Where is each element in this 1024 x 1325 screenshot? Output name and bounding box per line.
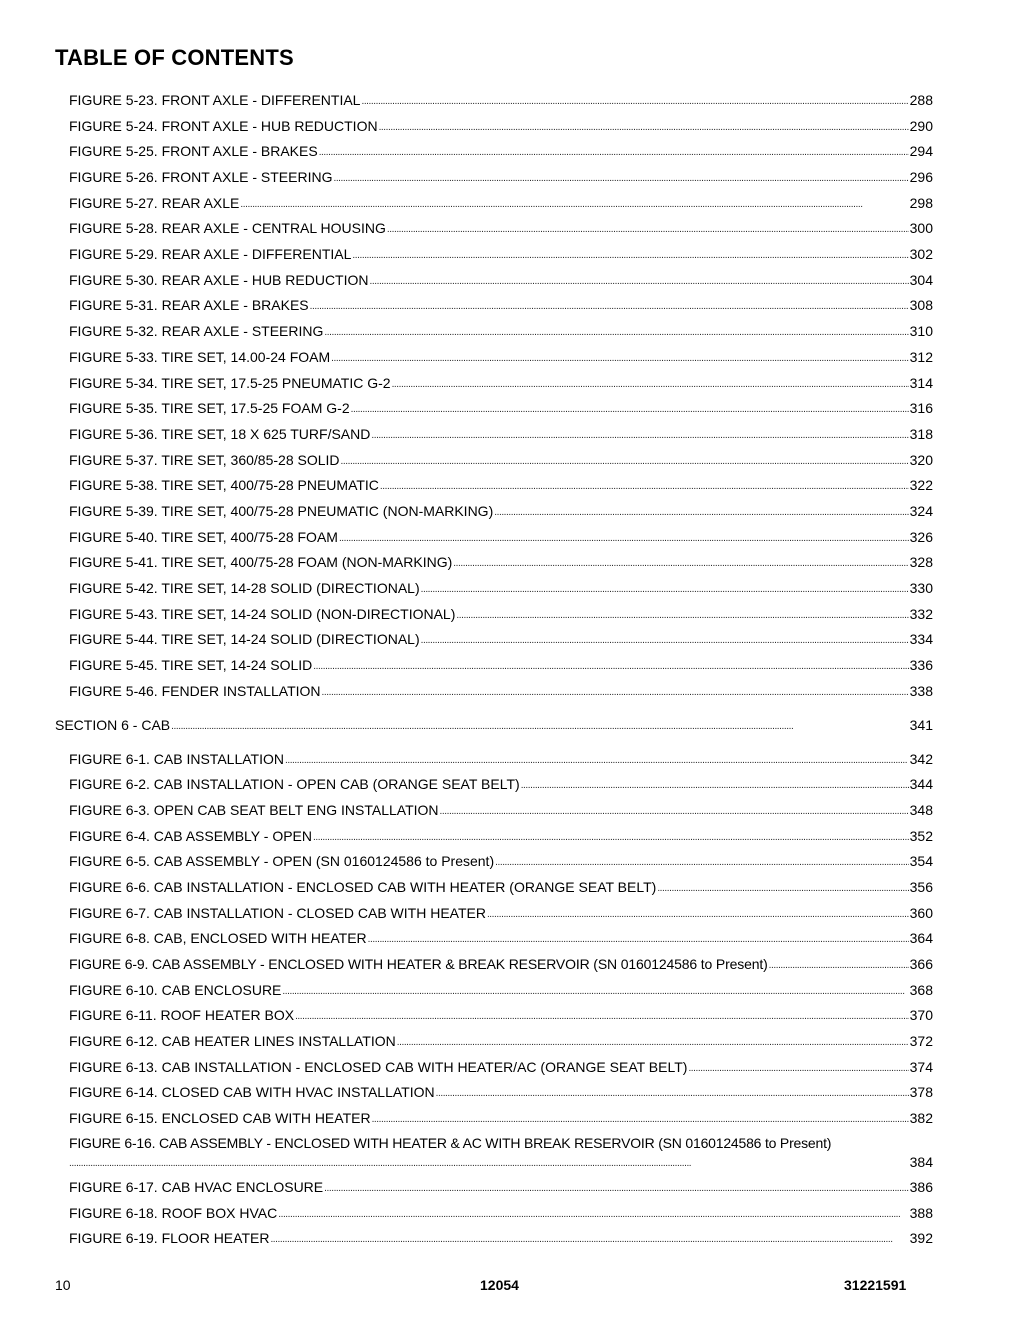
dot-leader (270, 1232, 908, 1248)
toc-entry-label: FIGURE 5-43. TIRE SET, 14-24 SOLID (NON-DIRECTIONAL) (69, 606, 456, 622)
footer-page-number: 10 (55, 1277, 71, 1293)
toc-entry-page: 384 (909, 1154, 933, 1170)
toc-entry[interactable] (69, 527, 933, 547)
toc-entry-label: FIGURE 5-27. REAR AXLE (69, 195, 240, 211)
dot-leader (370, 274, 909, 290)
toc-entry-label: FIGURE 5-24. FRONT AXLE - HUB REDUCTION (69, 118, 378, 134)
dot-leader (69, 1156, 909, 1172)
toc-entry-label: FIGURE 5-28. REAR AXLE - CENTRAL HOUSING (69, 220, 386, 236)
toc-entry-page: 318 (909, 426, 933, 442)
toc-entry-label: FIGURE 6-6. CAB INSTALLATION - ENCLOSED CAB WITH HEATER (ORANGE SEAT BELT) (69, 879, 657, 895)
toc-entry-page: 326 (909, 529, 933, 545)
toc-entry-page: 364 (909, 930, 933, 946)
toc-entry-label: FIGURE 6-2. CAB INSTALLATION - OPEN CAB (ORANGE SEAT BELT) (69, 776, 520, 792)
dot-leader (324, 325, 908, 341)
toc-entry-page: 354 (909, 853, 933, 869)
toc-entry-label: FIGURE 6-15. ENCLOSED CAB WITH HEATER (69, 1110, 371, 1126)
dot-leader (440, 804, 909, 820)
toc-entry[interactable] (69, 629, 933, 649)
toc-entry-label: FIGURE 5-31. REAR AXLE - BRAKES (69, 297, 309, 313)
dot-leader (379, 120, 909, 136)
toc-entry[interactable] (69, 954, 933, 974)
dot-leader (372, 1112, 909, 1128)
toc-entry-page: 370 (909, 1007, 933, 1023)
toc-entry-label: FIGURE 6-9. CAB ASSEMBLY - ENCLOSED WITH HEATER & BREAK RESERVOIR (SN 0160124586 to Present) (69, 956, 768, 972)
toc-entry-page: 320 (909, 452, 933, 468)
dot-leader (339, 531, 909, 547)
toc-entry-page: 342 (909, 751, 933, 767)
toc-entry-page: 330 (909, 580, 933, 596)
toc-entry[interactable] (69, 373, 933, 393)
toc-entry-page: 388 (909, 1205, 933, 1221)
dot-leader (319, 145, 909, 161)
toc-entry[interactable] (69, 1031, 933, 1051)
dot-leader (421, 633, 909, 649)
toc-entry[interactable] (69, 475, 933, 495)
toc-entry[interactable] (69, 1228, 933, 1248)
toc-entry[interactable] (69, 347, 933, 367)
toc-entry[interactable] (69, 116, 933, 136)
toc-entry-page: 372 (909, 1033, 933, 1049)
toc-entry-label: FIGURE 5-29. REAR AXLE - DIFFERENTIAL (69, 246, 352, 262)
footer-doc-code: 12054 (480, 1277, 519, 1293)
toc-entry-page: 368 (909, 982, 933, 998)
toc-entry-label: FIGURE 5-30. REAR AXLE - HUB REDUCTION (69, 272, 369, 288)
toc-entry-page: 382 (909, 1110, 933, 1126)
toc-entry-page: 316 (909, 400, 933, 416)
toc-entry-label: FIGURE 6-19. FLOOR HEATER (69, 1230, 270, 1246)
toc-entry-label: FIGURE 6-1. CAB INSTALLATION (69, 751, 284, 767)
toc-entry[interactable] (69, 851, 933, 871)
toc-entry[interactable] (69, 1177, 933, 1197)
toc-entry-page: 334 (909, 631, 933, 647)
toc-entry[interactable] (69, 578, 933, 598)
toc-entry-label: FIGURE 5-36. TIRE SET, 18 X 625 TURF/SAND (69, 426, 371, 442)
toc-entry-label: FIGURE 6-14. CLOSED CAB WITH HVAC INSTALLATION (69, 1084, 435, 1100)
toc-entry[interactable] (69, 321, 933, 341)
toc-entry-page: 386 (909, 1179, 933, 1195)
dot-leader (331, 351, 908, 367)
toc-entry[interactable] (69, 604, 933, 624)
toc-entry-page: 300 (909, 220, 933, 236)
page-title: TABLE OF CONTENTS (55, 45, 294, 70)
toc-entry[interactable] (69, 1108, 933, 1128)
dot-leader (352, 248, 908, 264)
toc-entry-page: 322 (909, 477, 933, 493)
toc-entry[interactable] (69, 749, 933, 769)
dot-leader (333, 171, 908, 187)
toc-entry-label: FIGURE 5-33. TIRE SET, 14.00-24 FOAM (69, 349, 331, 365)
toc-entry-label-wrapped[interactable]: FIGURE 6-16. CAB ASSEMBLY - ENCLOSED WITH HEATER & AC WITH BREAK RESERVOIR (SN 0160124586 to Present) (69, 1135, 832, 1151)
dot-leader (494, 505, 908, 521)
toc-entry[interactable] (69, 681, 933, 701)
toc-entry-label: FIGURE 5-39. TIRE SET, 400/75-28 PNEUMATIC (NON-MARKING) (69, 503, 494, 519)
toc-entry[interactable] (69, 141, 933, 161)
dot-leader (436, 1086, 909, 1102)
toc-entry-page: 344 (909, 776, 933, 792)
toc-entry-page: 348 (909, 802, 933, 818)
dot-leader (313, 830, 909, 846)
toc-entry-page: 332 (909, 606, 933, 622)
toc-entry-page: 288 (909, 92, 933, 108)
dot-leader (240, 197, 908, 213)
dot-leader (351, 402, 909, 418)
toc-entry-label: FIGURE 5-38. TIRE SET, 400/75-28 PNEUMATIC (69, 477, 379, 493)
dot-leader (392, 377, 909, 393)
toc-entry-page: 308 (909, 297, 933, 313)
toc-entry[interactable] (69, 655, 933, 675)
toc-entry-label: FIGURE 6-12. CAB HEATER LINES INSTALLATION (69, 1033, 396, 1049)
toc-entry-page: 310 (909, 323, 933, 339)
toc-entry-page: 336 (909, 657, 933, 673)
toc-entry-page: 324 (909, 503, 933, 519)
toc-entry[interactable] (69, 398, 933, 418)
toc-entry-label: FIGURE 5-35. TIRE SET, 17.5-25 FOAM G-2 (69, 400, 350, 416)
toc-entry[interactable] (69, 1057, 933, 1077)
toc-entry-label: FIGURE 5-32. REAR AXLE - STEERING (69, 323, 324, 339)
toc-entry[interactable] (69, 928, 933, 948)
toc-entry-page: 290 (909, 118, 933, 134)
dot-leader (487, 907, 909, 923)
toc-entry-page: 294 (909, 143, 933, 159)
toc-entry[interactable] (69, 774, 933, 794)
toc-entry-label: FIGURE 5-25. FRONT AXLE - BRAKES (69, 143, 318, 159)
dot-leader (421, 582, 909, 598)
toc-entry-label: FIGURE 6-5. CAB ASSEMBLY - OPEN (SN 0160124586 to Present) (69, 853, 495, 869)
dot-leader (769, 958, 909, 974)
toc-entry[interactable] (69, 980, 933, 1000)
dot-leader (371, 428, 908, 444)
toc-entry[interactable] (69, 218, 933, 238)
toc-entry[interactable] (69, 1203, 933, 1223)
toc-entry-label: SECTION 6 - CAB (55, 717, 171, 733)
toc-entry-label: FIGURE 5-41. TIRE SET, 400/75-28 FOAM (NON-MARKING) (69, 554, 453, 570)
dot-leader (322, 685, 909, 701)
toc-entry[interactable] (69, 90, 933, 110)
toc-entry-label: FIGURE 6-18. ROOF BOX HVAC (69, 1205, 278, 1221)
toc-entry-label: FIGURE 5-37. TIRE SET, 360/85-28 SOLID (69, 452, 340, 468)
toc-section-entry[interactable] (55, 715, 933, 735)
toc-entry-label: FIGURE 6-4. CAB ASSEMBLY - OPEN (69, 828, 312, 844)
toc-entry-page: 341 (909, 717, 933, 733)
dot-leader (171, 719, 909, 735)
toc-entry-page: 378 (909, 1084, 933, 1100)
toc-entry[interactable] (69, 1082, 933, 1102)
toc-entry-label: FIGURE 5-23. FRONT AXLE - DIFFERENTIAL (69, 92, 361, 108)
toc-entry[interactable] (69, 450, 933, 470)
toc-entry-label: FIGURE 6-8. CAB, ENCLOSED WITH HEATER (69, 930, 367, 946)
toc-entry[interactable] (69, 552, 933, 572)
toc-entry-page: 302 (909, 246, 933, 262)
dot-leader (521, 778, 909, 794)
toc-entry-label: FIGURE 6-7. CAB INSTALLATION - CLOSED CAB WITH HEATER (69, 905, 486, 921)
toc-entry[interactable] (69, 270, 933, 290)
toc-entry[interactable] (69, 877, 933, 897)
toc-entry[interactable] (69, 1005, 933, 1025)
toc-entry-page: 304 (909, 272, 933, 288)
toc-entry-page: 296 (909, 169, 933, 185)
dot-leader (285, 753, 909, 769)
toc-entry-label: FIGURE 5-44. TIRE SET, 14-24 SOLID (DIRECTIONAL) (69, 631, 420, 647)
dot-leader (278, 1207, 908, 1223)
dot-leader (310, 299, 909, 315)
dot-leader (368, 932, 909, 948)
toc-entry-label: FIGURE 6-17. CAB HVAC ENCLOSURE (69, 1179, 324, 1195)
toc-entry-label: FIGURE 5-26. FRONT AXLE - STEERING (69, 169, 333, 185)
dot-leader (688, 1061, 908, 1077)
dot-leader (295, 1009, 909, 1025)
dot-leader (387, 222, 909, 238)
toc-entry-label: FIGURE 5-40. TIRE SET, 400/75-28 FOAM (69, 529, 338, 545)
toc-entry-page: 312 (909, 349, 933, 365)
toc-entry-page: 298 (909, 195, 933, 211)
toc-entry-continuation[interactable] (69, 1152, 933, 1172)
toc-entry[interactable] (69, 800, 933, 820)
dot-leader (341, 454, 909, 470)
dot-leader (657, 881, 908, 897)
dot-leader (324, 1181, 909, 1197)
toc-entry[interactable] (69, 826, 933, 846)
toc-entry[interactable] (69, 193, 933, 213)
dot-leader (282, 984, 908, 1000)
dot-leader (495, 855, 909, 871)
footer-part-number: 31221591 (844, 1277, 907, 1293)
toc-entry-page: 338 (909, 683, 933, 699)
toc-entry-page: 360 (909, 905, 933, 921)
toc-entry[interactable] (69, 244, 933, 264)
toc-entry[interactable] (69, 501, 933, 521)
toc-entry[interactable] (69, 424, 933, 444)
toc-entry-label: FIGURE 5-42. TIRE SET, 14-28 SOLID (DIRECTIONAL) (69, 580, 420, 596)
toc-entry-page: 314 (909, 375, 933, 391)
toc-entry-label: FIGURE 6-11. ROOF HEATER BOX (69, 1007, 295, 1023)
toc-entry-page: 374 (909, 1059, 933, 1075)
dot-leader (453, 556, 908, 572)
toc-entry-page: 356 (909, 879, 933, 895)
toc-entry-page: 328 (909, 554, 933, 570)
dot-leader (361, 94, 908, 110)
toc-entry[interactable] (69, 903, 933, 923)
toc-entry-page: 366 (909, 956, 933, 972)
toc-entry-page: 392 (909, 1230, 933, 1246)
toc-entry-label: FIGURE 5-34. TIRE SET, 17.5-25 PNEUMATIC G-2 (69, 375, 391, 391)
toc-entry[interactable] (69, 295, 933, 315)
toc-entry-label: FIGURE 5-46. FENDER INSTALLATION (69, 683, 321, 699)
dot-leader (397, 1035, 909, 1051)
toc-entry[interactable] (69, 167, 933, 187)
dot-leader (456, 608, 908, 624)
dot-leader (380, 479, 909, 495)
toc-entry-label: FIGURE 6-3. OPEN CAB SEAT BELT ENG INSTALLATION (69, 802, 439, 818)
dot-leader (313, 659, 908, 675)
toc-entry-label: FIGURE 6-13. CAB INSTALLATION - ENCLOSED CAB WITH HEATER/AC (ORANGE SEAT BELT) (69, 1059, 688, 1075)
toc-entry-label: FIGURE 6-10. CAB ENCLOSURE (69, 982, 282, 998)
toc-entry-label: FIGURE 5-45. TIRE SET, 14-24 SOLID (69, 657, 313, 673)
toc-entry-page: 352 (909, 828, 933, 844)
